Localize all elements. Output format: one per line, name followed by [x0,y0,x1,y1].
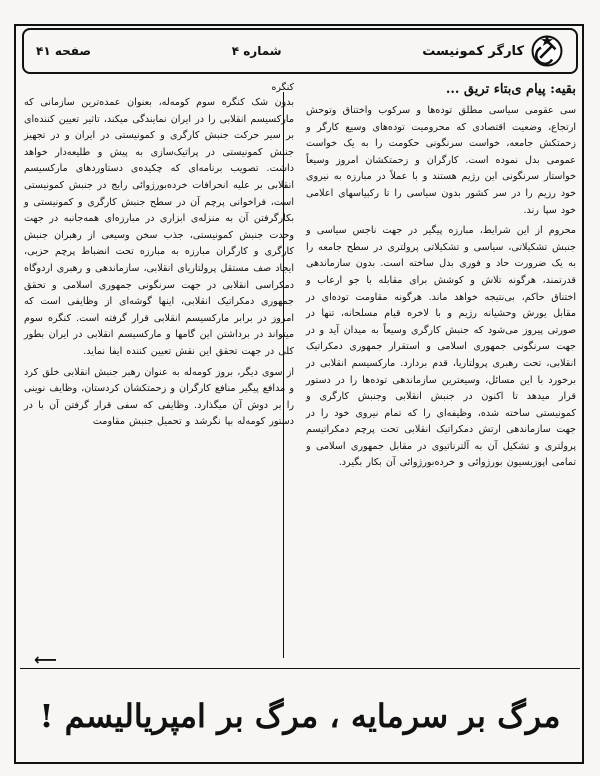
right-column [306,82,576,662]
continue-arrow-icon: ⟵ [34,650,57,669]
publication-block [422,34,564,68]
column-subtitle: کنگره [271,82,294,93]
article-paragraph: محروم از این شرایط، مبارزه پیگیر در جهت ناجس سیاسی و جنبش تشکیلاتی، سیاسی و تشکیلاتی پرولتری در سطح جامعه را به یک ضرورت حاد و فوری بدل ساخته است. بدون سازماندهی قدرتمند، هرگونه تلاش و کوشش برای مقابله با جو ارعاب و اختناق حاکم، بی‌نتیجه خواهد ماند. هرگونه مقاومت توده‌ای در مقابل یورش وحشیانه رژیم و با لاخره قیام مسلحانه، تنها در صورتی پیروز می‌شود که جنبش کارگری وسیعاً به میدان آید و در جهت سرنگونی جمهوری اسلامی و استقرار جمهوری دمکراتیک انقلابی، تحت رهبری پرولتاریا، قدم بردارد. مارکسیسم انقلابی در برخورد با این مسائل، وسیعترین سازماندهی توده‌ها را در دستور قرار میدهد تا اکنون در جنبش انقلابی وجنبش کارگری و کمونیستی ساخته شده، وظیفه‌ای را که تمام نیروی خود را در جهت سازماندهی ارتش دمکراتیک انقلابی تحت پرچم دمکراتیسم پرولتری و تشکیل آن به آلترناتیوی در مقابل جمهوری اسلامی و تمامی اپوزیسیون بورژوائی و خرده‌بورژوائی آن بکار بگیرد. [306,225,576,469]
article-headline: بقیه: پیام ی‌‌بتاء تریق ... [445,82,576,97]
page-number: صفحه ۴۱ [36,44,91,58]
issue-number: شماره ۴ [231,44,282,58]
article-paragraph: بدون شک کنگره سوم کومه‌له، بعنوان عمده‌ترین سازمانی که مارکسیسم انقلابی را در ایران نمایندگی میکند، تاثیر تعیین کننده‌ای بر سیر حرکت جنبش کارگری و کمونیستی در ایران و در تجهیز جنبش کمونیستی در پراتیک‌سازی به پیش و طلیعه‌دار خواهد داشت. تصویب برنامه‌ای که چکیده‌ی دستاوردهای مارکسیسم انقلابی بر علیه انحرافات خرده‌بورژوائی رایج در جنبش کمونیستی است، فراخوانی پرچم آن در سطح جنبش کارگری و کمونیستی و بکارگرفتن آن به منزله‌ی ابزاری در مبارزه‌ای همه‌جانبه در جهت وحدت جنبش کمونیستی، جذب سخن وسیعی از رهبران جنبش کارگری و کارگران مبارزه به مبارزه تحت انضباط پرچم حزبی، ایجاد صف مستقل پرولتاریای انقلابی، سازماندهی و رهبری اردوگاه دمکراسی انقلابی در جهت سرنگونی جمهوری اسلامی و تحقق جمهوری دمکراتیک انقلابی، اینها گوشه‌ای از وظایفی است که امروز در برابر مارکسیسم انقلابی قرار گرفته است. کنگره سوم میتواند در برداشتن این گامها و مارکسیسم انقلابی در ایران بطور کلی در جهت تحقق این نقش تعیین کننده ایفا نماید. [24,97,294,357]
footer-slogan: مرگ بر سرمایه ، مرگ بر امپریالیسم ! [39,697,561,735]
left-column [24,82,294,662]
article-paragraph: از سوی دیگر، بروز کومه‌له به عنوان رهبر جنبش انقلابی خلق کرد و مدافع پیگیر منافع کارگران و زحمتکشان کردستان، وظایف نوینی را بر دوش آن میگذارد. وظایفی که سفی قرار گرفتن آن با در دستور کومه‌له بپا نگرشد و تحمیل جنبش مقاومت [24,366,294,428]
article-columns [24,82,576,662]
hammer-sickle-star-icon [530,34,564,68]
article-paragraph: سی عقومی سیاسی مطلق توده‌ها و سرکوب واختناق وتوحش ارتجاع، وضعیت اقتصادی که محرومیت توده‌های وسیع کارگر و زحمتکش جامعه، خواست سرنگونی حکومت را به یک خواست عمومی بدل نموده است. کارگران و زحمتکشان امروز وسیعاً خواستار سرنگونی این رژیم هستند و با عملاً در مبارزه به نیروی خود رزیم را در سر کشور بدون سیاسی را تا رکبیاسهای اعلامی خود سپا رند. [306,105,576,216]
slogan-rule [20,668,580,669]
masthead [22,28,578,74]
publication-title: کارگر کمونیست [422,43,524,59]
